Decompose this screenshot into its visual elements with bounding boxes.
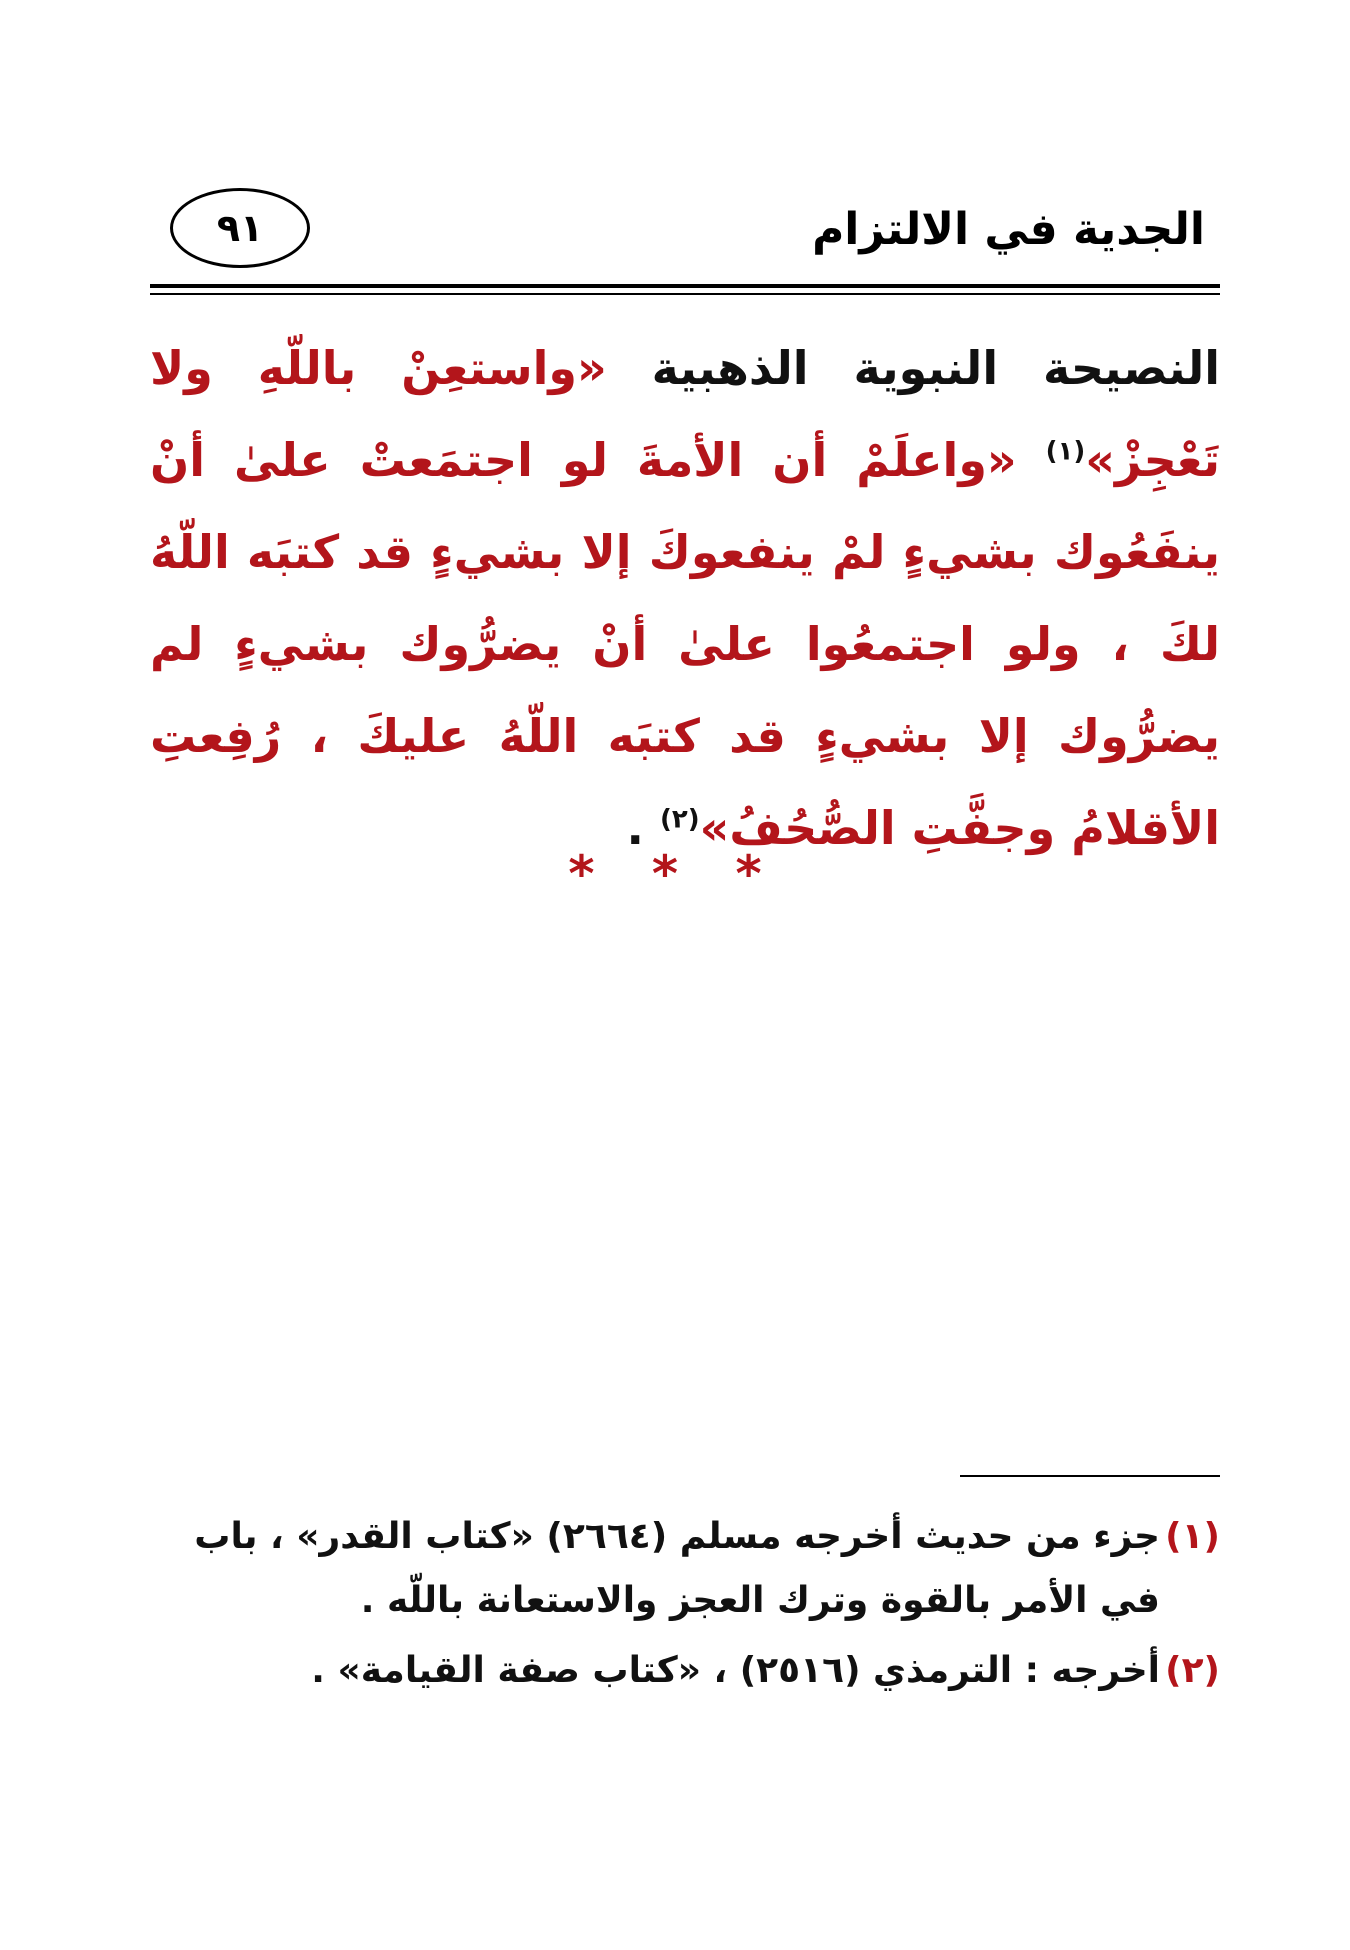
header-rule (150, 284, 1220, 288)
page-number: ٩١ (170, 188, 310, 268)
footnote-number: (٢) (1165, 1650, 1220, 1691)
footnotes (150, 1505, 1220, 1709)
header-rule-thin (150, 293, 1220, 295)
hadith-quote-2: «واعلَمْ أن الأمةَ لو اجتمَعتْ علىٰ أنْ ينفَعُوك بشيءٍ لمْ ينفعوكَ إلا بشيءٍ قد كتبَه اللّهُ لكَ ، ولو اجتمعُوا علىٰ أنْ يضرُّوك بشيءٍ لم يضرُّوك إلا بشيءٍ قد كتبَه اللّهُ عليكَ ، رُفِعتِ الأقلامُ وجفَّتِ الصُّحُفُ» (150, 433, 1220, 855)
footnote-ref-2[interactable]: (٢) (659, 804, 700, 835)
footnote-2 (150, 1639, 1220, 1703)
footnote-1 (150, 1505, 1220, 1633)
footnote-text: أخرجه : الترمذي (٢٥١٦) ، «كتاب صفة القيامة» . (311, 1650, 1160, 1691)
section-separator: * * * (568, 845, 782, 903)
footnote-text: جزء من حديث أخرجه مسلم (٢٦٦٤) «كتاب القدر» ، باب في الأمر بالقوة وترك العجز والاستعانة باللّه . (194, 1516, 1160, 1621)
intro-text: النصيحة النبوية الذهبية (606, 341, 1220, 395)
sentence-end: . (626, 801, 660, 855)
footnote-number: (١) (1165, 1516, 1220, 1557)
hadith-quote-1: «واستعِنْ باللّهِ ولا تَعْجِزْ» (150, 341, 1220, 487)
main-paragraph (150, 322, 1220, 874)
running-title: الجدية في الالتزام (812, 204, 1205, 255)
footnote-ref-1[interactable]: (١) (1045, 436, 1086, 467)
footnote-rule (960, 1475, 1220, 1477)
